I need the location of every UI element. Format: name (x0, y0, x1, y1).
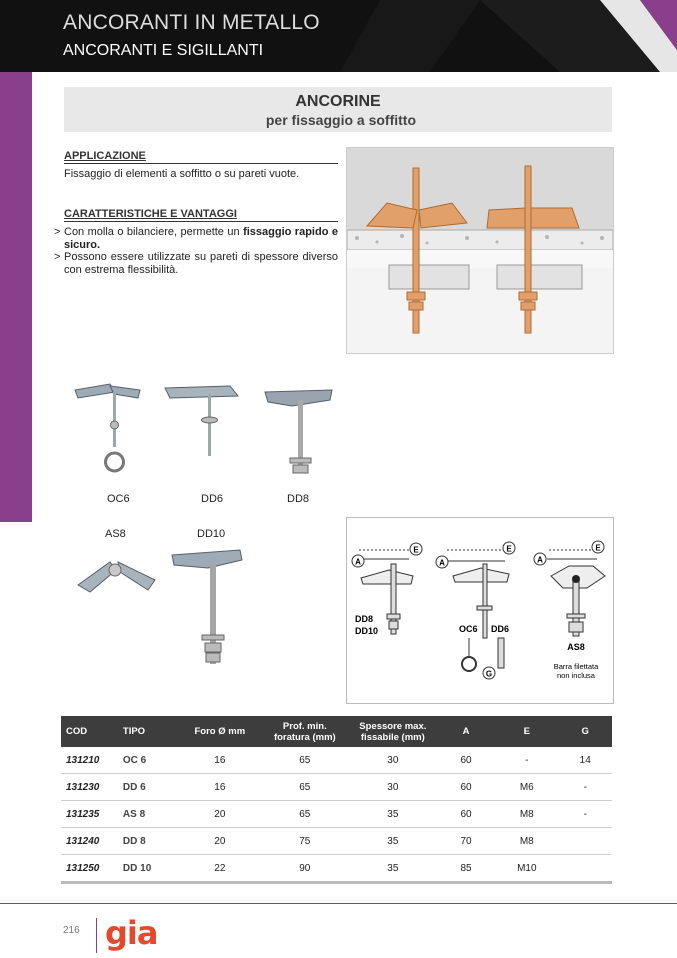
cell-prof: 75 (261, 828, 349, 855)
product-photos-row2 (70, 540, 270, 680)
cell-tipo: DD 6 (118, 774, 179, 801)
diagram-dd6: DD6 (491, 624, 510, 634)
cell-e: M8 (495, 828, 558, 855)
cell-spessore: 35 (349, 801, 437, 828)
cell-a: 85 (437, 855, 495, 883)
diagram-as8: AS8 (567, 642, 585, 652)
diagram-note-line1: Barra filettata (553, 662, 599, 671)
feature-1-text: Con molla o bilanciere, permette un (64, 226, 244, 238)
table-row (61, 774, 612, 801)
title-box (64, 87, 612, 132)
label-dd8: DD8 (287, 493, 310, 505)
table-row (61, 855, 612, 883)
dim-a-3: A (537, 555, 543, 565)
cell-cod: 131230 (61, 774, 118, 801)
footer-separator (96, 918, 97, 953)
ceiling-anchor-illustration (347, 148, 613, 353)
col-prof: Prof. min. foratura (mm) (261, 716, 349, 747)
cell-e: M6 (495, 774, 558, 801)
cell-tipo: AS 8 (118, 801, 179, 828)
cell-foro: 16 (179, 747, 261, 774)
dim-e-1: E (413, 545, 419, 555)
cell-cod: 131210 (61, 747, 118, 774)
dd8-anchor-image (265, 390, 332, 473)
label-as8: AS8 (105, 528, 126, 540)
col-spessore: Spessore max. fissabile (mm) (349, 716, 437, 747)
features-list (54, 226, 338, 276)
application-heading: APPLICAZIONE (64, 150, 338, 164)
col-foro: Foro Ø mm (179, 716, 261, 747)
cell-e: M10 (495, 855, 558, 883)
table-row (61, 801, 612, 828)
cell-foro: 20 (179, 828, 261, 855)
cell-g (558, 828, 612, 855)
feature-1-bold: fissaggio rapido e sicuro. (64, 226, 338, 251)
cell-cod: 131250 (61, 855, 118, 883)
dimension-diagram-svg (347, 518, 613, 703)
dim-a-2: A (439, 558, 445, 568)
cell-spessore: 30 (349, 774, 437, 801)
cell-spessore: 35 (349, 828, 437, 855)
label-dd6: DD6 (201, 493, 224, 505)
cell-g: 14 (558, 747, 612, 774)
cell-prof: 65 (261, 774, 349, 801)
cell-prof: 90 (261, 855, 349, 883)
cell-a: 60 (437, 801, 495, 828)
list-item (54, 251, 338, 276)
bullet-marker: > (54, 251, 61, 263)
table-row (61, 828, 612, 855)
page-subtitle: per fissaggio a soffitto (265, 112, 416, 128)
dim-a-1: A (355, 557, 361, 567)
cell-g: - (558, 801, 612, 828)
col-cod: COD (61, 716, 118, 747)
cell-e: M8 (495, 801, 558, 828)
cell-cod: 131235 (61, 801, 118, 828)
footer-divider (0, 903, 677, 904)
page-header (0, 0, 677, 72)
diagram-oc6: OC6 (459, 624, 478, 634)
product-photos-row1 (70, 380, 350, 490)
diagram-dd10: DD10 (355, 626, 379, 636)
cell-tipo: OC 6 (118, 747, 179, 774)
brand-logo: gia (105, 914, 158, 952)
table-row (61, 747, 612, 774)
features-heading: CARATTERISTICHE E VANTAGGI (64, 208, 338, 222)
cell-prof: 65 (261, 747, 349, 774)
cell-tipo: DD 10 (118, 855, 179, 883)
cell-tipo: DD 8 (118, 828, 179, 855)
application-text: Fissaggio di elementi a soffitto o su pareti vuote. (64, 168, 300, 180)
list-item (54, 226, 338, 251)
table-header-row (61, 716, 612, 747)
installation-illustration (346, 147, 614, 354)
bullet-marker: > (54, 226, 61, 238)
cell-e: - (495, 747, 558, 774)
oc6-anchor-image (75, 384, 140, 471)
as8-anchor-image (78, 562, 155, 592)
dim-e-3: E (595, 543, 601, 553)
cell-a: 70 (437, 828, 495, 855)
cell-spessore: 30 (349, 747, 437, 774)
col-e: E (495, 716, 558, 747)
label-dd10: DD10 (197, 528, 226, 540)
cell-spessore: 35 (349, 855, 437, 883)
diagram-dd8: DD8 (355, 614, 374, 624)
cell-g (558, 855, 612, 883)
cell-a: 60 (437, 747, 495, 774)
label-oc6: OC6 (107, 493, 130, 505)
cell-g: - (558, 774, 612, 801)
cell-prof: 65 (261, 801, 349, 828)
cell-foro: 20 (179, 801, 261, 828)
dd6-anchor-image (165, 386, 238, 456)
page-title: ANCORINE (295, 93, 381, 110)
diagram-note-line2: non inclusa (557, 671, 595, 680)
col-a: A (437, 716, 495, 747)
col-tipo: TIPO (118, 716, 179, 747)
header-category: ANCORANTI IN METALLO (63, 11, 320, 34)
side-accent-bar (0, 72, 32, 522)
cell-cod: 131240 (61, 828, 118, 855)
dim-e-2: E (506, 544, 512, 554)
col-g: G (558, 716, 612, 747)
spec-table (61, 716, 612, 884)
dd10-anchor-image (172, 550, 242, 664)
dim-g: G (485, 669, 493, 679)
feature-2-text: Possono essere utilizzate su pareti di spessore diverso con estrema flessibilità. (64, 251, 338, 276)
cell-foro: 22 (179, 855, 261, 883)
cell-foro: 16 (179, 774, 261, 801)
cell-a: 60 (437, 774, 495, 801)
header-subcategory: ANCORANTI E SIGILLANTI (63, 42, 264, 59)
page-number: 216 (63, 925, 80, 936)
technical-diagram (346, 517, 614, 704)
